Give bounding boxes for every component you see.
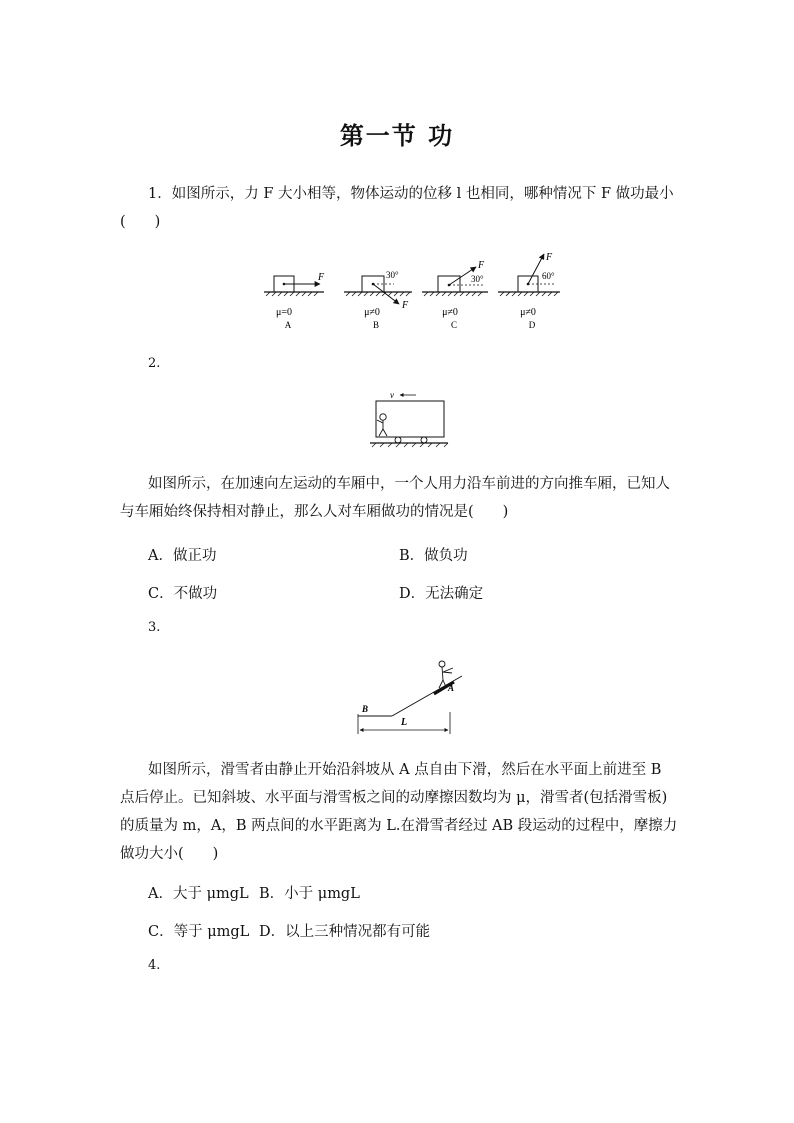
point-a-label: A	[448, 683, 455, 693]
angle-label-d: 60°	[542, 271, 555, 281]
q2-option-a: A．做正功	[148, 548, 217, 564]
question-2-number: 2.	[148, 356, 161, 371]
distance-l-label: L	[400, 717, 408, 728]
force-label-c: F	[478, 260, 485, 271]
question-4-number: 4.	[148, 958, 161, 973]
panel-label-a: A	[284, 320, 292, 330]
question-3-figure	[354, 654, 466, 734]
mu-label-d: μ≠0	[520, 307, 536, 318]
mu-label-a: μ=0	[275, 307, 293, 318]
q3-option-b: B．小于 μmgL	[259, 886, 360, 902]
panel-label-d: D	[528, 320, 536, 330]
figure-panel-b	[344, 270, 412, 330]
q2-option-b: B．做负功	[399, 548, 468, 564]
mu-label-b: μ≠0	[364, 307, 380, 318]
angle-label-c: 30°	[471, 274, 484, 284]
question-1-text: 1．如图所示，力 F 大小相等，物体运动的位移 l 也相同，哪种情况下 F 做功最小( )	[120, 186, 674, 230]
force-label-b: F	[402, 300, 409, 311]
mu-label-c: μ≠0	[442, 307, 458, 318]
question-1-figure	[262, 248, 562, 334]
force-label-a: F	[318, 272, 325, 283]
question-2-text: 如图所示，在加速向左运动的车厢中，一个人用力沿车前进的方向推车厢，已知人与车厢始终保持相对静止，那么人对车厢做功的情况是( )	[120, 476, 670, 520]
panel-label-c: C	[450, 320, 458, 330]
point-b-label: B	[362, 704, 369, 714]
q2-option-d: D．无法确定	[399, 586, 484, 602]
angle-label-b: 30°	[386, 270, 399, 280]
question-2-figure	[368, 388, 450, 450]
q3-option-d: D．以上三种情况都有可能	[259, 924, 431, 940]
q3-option-a: A．大于 μmgL	[148, 886, 249, 902]
q2-option-c: C．不做功	[148, 586, 218, 602]
figure-panel-c	[422, 260, 488, 330]
velocity-label: v	[390, 390, 394, 400]
question-3-text: 如图所示，滑雪者由静止开始沿斜坡从 A 点自由下滑，然后在水平面上前进至 B 点后停止。已知斜坡、水平面与滑雪板之间的动摩擦因数均为 μ，滑雪者(包括滑雪板)的质量为 m，A，B 两点间的水平距离为 L.在滑雪者经过 AB 段运动的过程中，摩擦力做功大小( )	[120, 762, 678, 862]
page-title: 第一节 功	[339, 122, 455, 150]
q3-option-c: C．等于 μmgL	[148, 924, 250, 940]
figure-panel-a	[264, 272, 325, 330]
force-label-d: F	[546, 252, 553, 263]
panel-label-b: B	[372, 320, 380, 330]
figure-panel-d	[498, 252, 560, 330]
question-3-number: 3.	[148, 620, 161, 635]
